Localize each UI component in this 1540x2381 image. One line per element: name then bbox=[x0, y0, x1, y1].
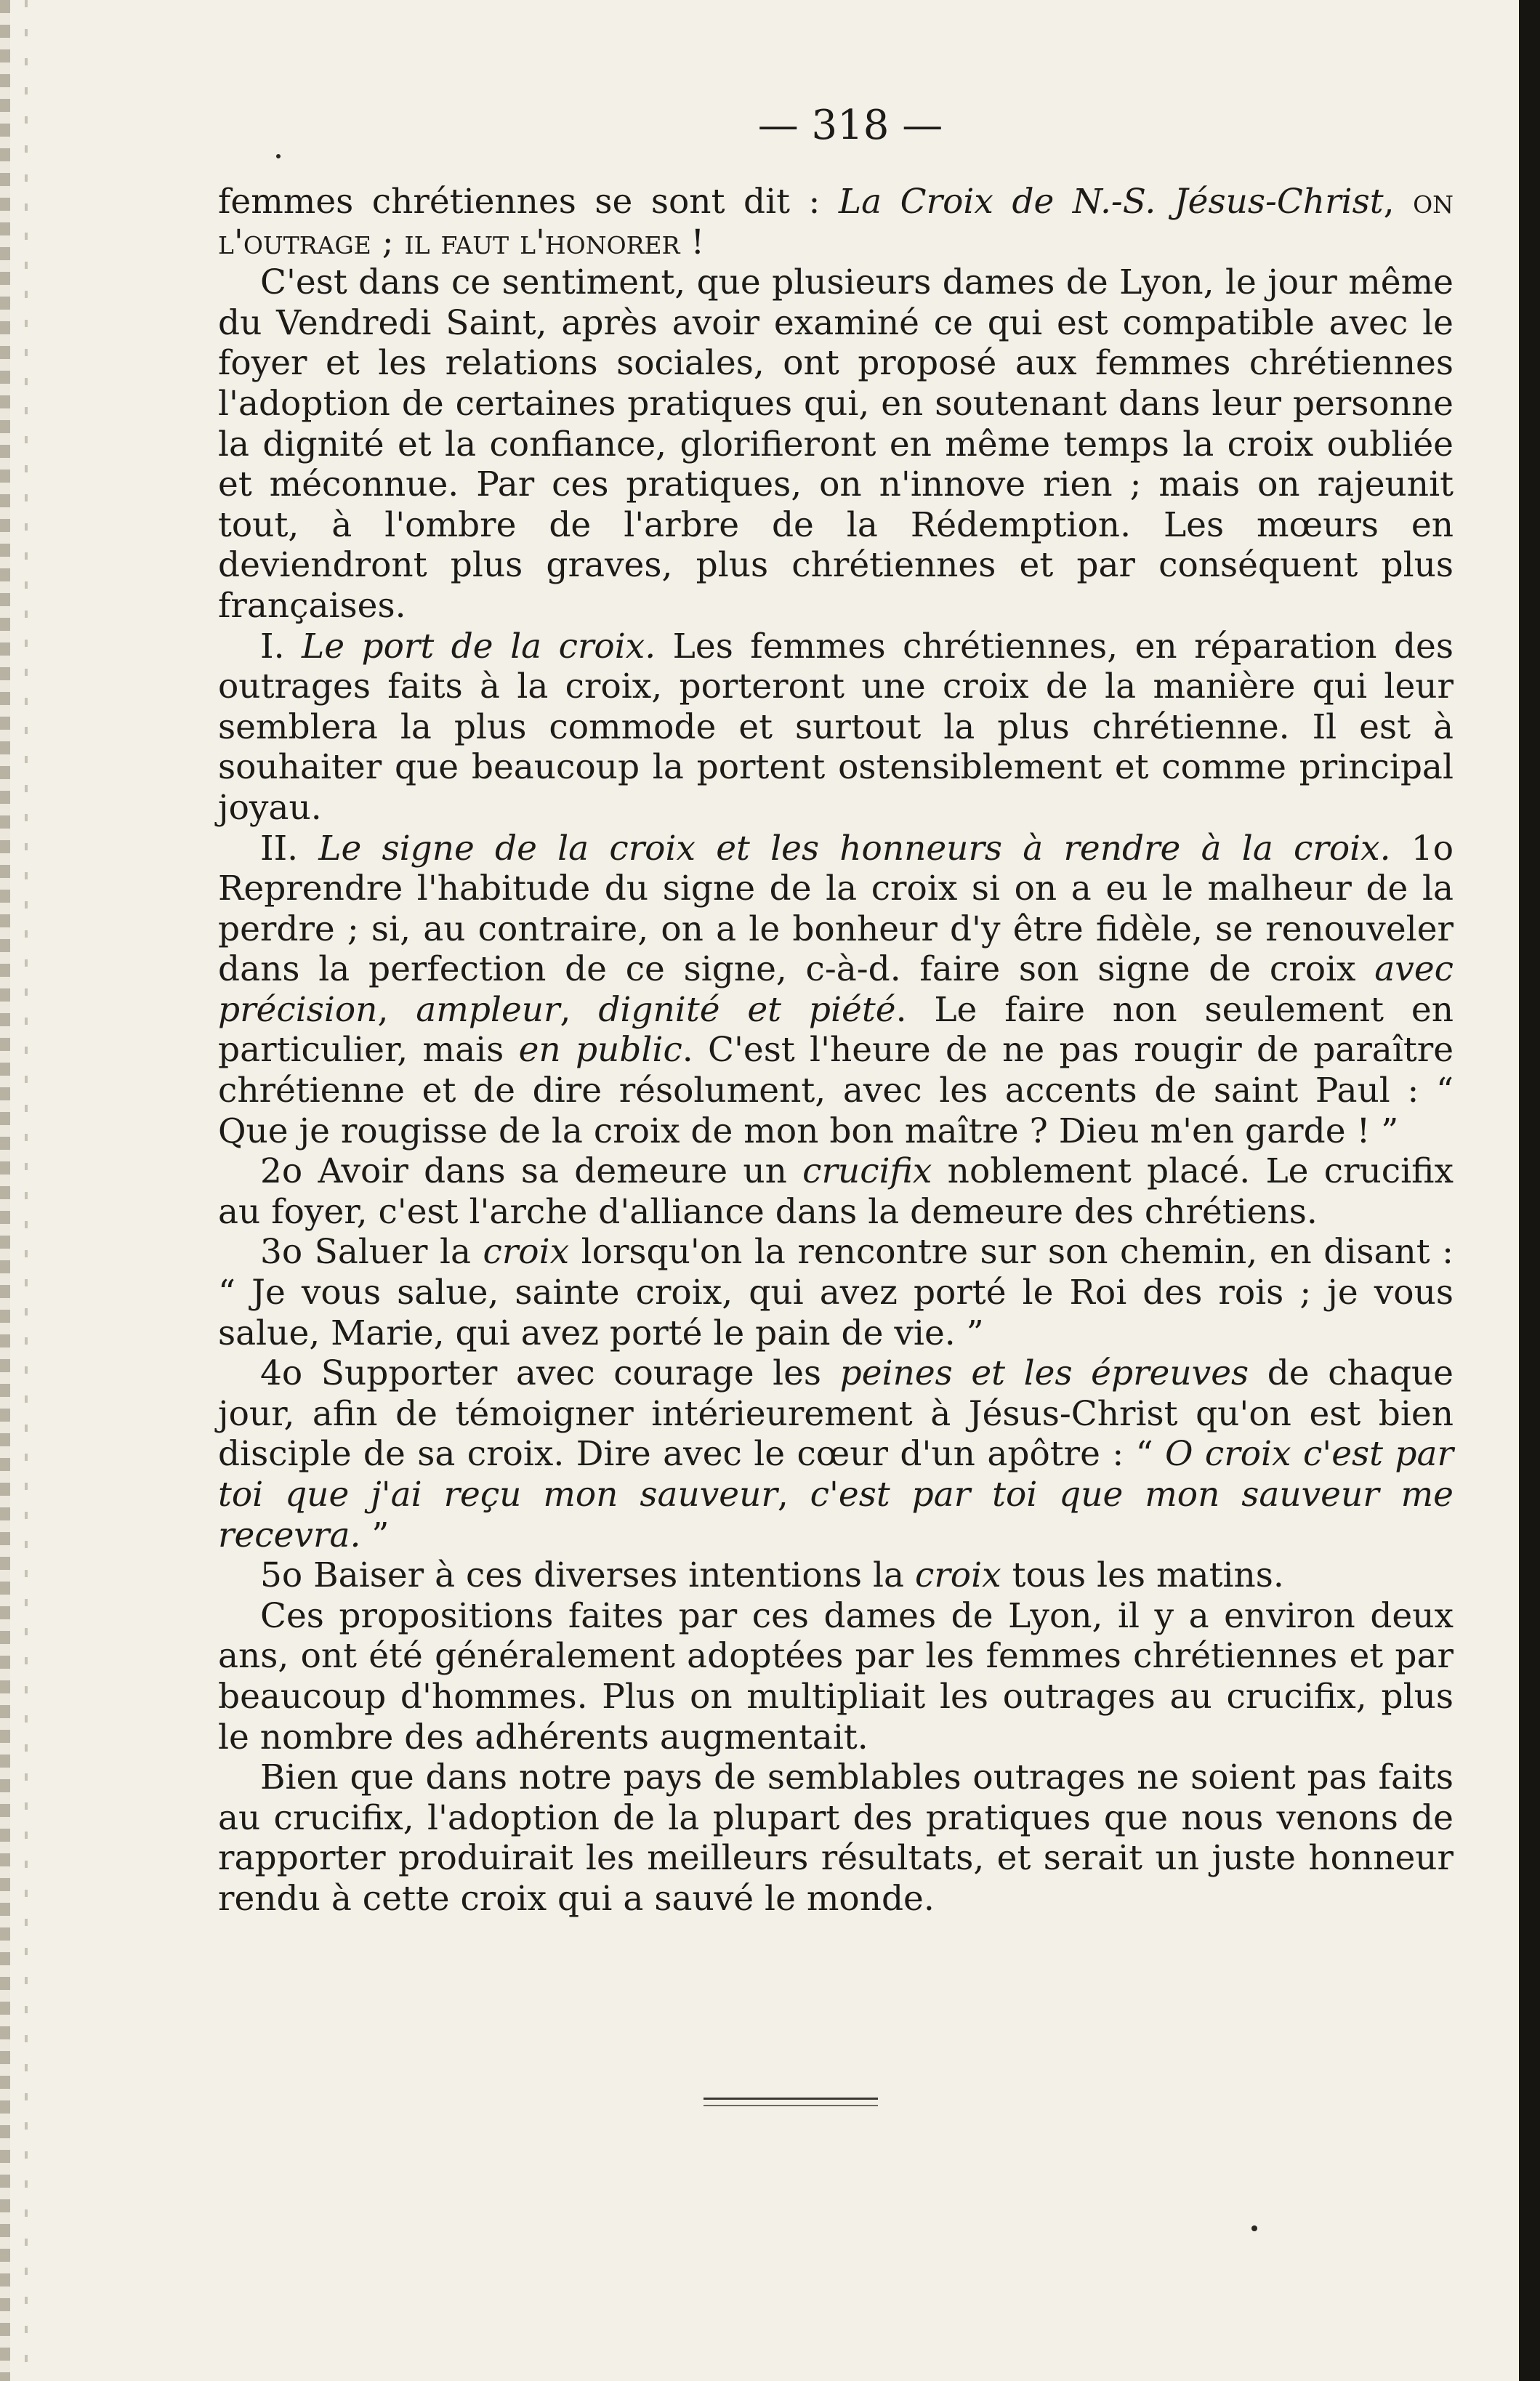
paragraph: Bien que dans notre pays de semblables outrages ne soient pas faits au crucifix, l'adoption de la plupart des pratiques que nous venons de rapporter produirait les meilleurs résultats, et serait un juste honneur rendu à cette croix qui a sauvé le monde. bbox=[218, 1757, 1454, 1919]
page-binding-shadow bbox=[25, 0, 28, 2381]
ink-speck bbox=[276, 154, 281, 158]
paragraph: 4o Supporter avec courage les peines et les épreuves de chaque jour, afin de témoigner intérieurement à Jésus-Christ qu'on est bien disciple de sa croix. Dire avec le cœur d'un apôtre : “ O croix c'est par toi que j'ai reçu mon sauveur, c'est par toi que mon sauveur me recevra. ” bbox=[218, 1353, 1454, 1555]
paragraph: II. Le signe de la croix et les honneurs à rendre à la croix. 1o Reprendre l'habitude du signe de la croix si on a eu le malheur de la perdre ; si, au contraire, on a le bonheur d'y être fidèle, se renouveler dans la perfection de ce signe, c-à-d. faire son signe de croix avec précision, ampleur, dignité et piété. Le faire non seulement en particulier, mais en public. C'est l'heure de ne pas rougir de paraître chrétienne et de dire résolument, avec les accents de saint Paul : “ Que je rougisse de la croix de mon bon maître ? Dieu m'en garde ! ” bbox=[218, 828, 1454, 1151]
page-number: — 318 — bbox=[757, 102, 943, 149]
paragraph: 2o Avoir dans sa demeure un crucifix noblement placé. Le crucifix au foyer, c'est l'arche d'alliance dans la demeure des chrétiens. bbox=[218, 1151, 1454, 1232]
body-text bbox=[218, 182, 1454, 1919]
paragraph: I. Le port de la croix. Les femmes chrétiennes, en réparation des outrages faits à la croix, porteront une croix de la manière qui leur semblera la plus commode et surtout la plus chrétienne. Il est à souhaiter que beaucoup la portent ostensiblement et comme principal joyau. bbox=[218, 626, 1454, 828]
scan-border bbox=[1519, 0, 1540, 2381]
ink-speck bbox=[1251, 2225, 1257, 2231]
paragraph: Ces propositions faites par ces dames de Lyon, il y a environ deux ans, ont été généralement adoptées par les femmes chrétiennes et par beaucoup d'hommes. Plus on multipliait les outrages au crucifix, plus le nombre des adhérents augmentait. bbox=[218, 1595, 1454, 1757]
paragraph: 5o Baiser à ces diverses intentions la croix tous les matins. bbox=[260, 1555, 1284, 1596]
page-binding-edge bbox=[0, 0, 10, 2381]
paragraph: femmes chrétiennes se sont dit : La Croix de N.-S. Jésus-Christ, on l'outrage ; il faut l'honorer ! bbox=[218, 182, 1454, 262]
end-rule-thin bbox=[704, 2105, 878, 2106]
end-rule bbox=[704, 2098, 878, 2100]
paragraph: C'est dans ce sentiment, que plusieurs dames de Lyon, le jour même du Vendredi Saint, après avoir examiné ce qui est compatible avec le foyer et les relations sociales, ont proposé aux femmes chrétiennes l'adoption de certaines pratiques qui, en soutenant dans leur personne la dignité et la confiance, glorifieront en même temps la croix oubliée et méconnue. Par ces pratiques, on n'innove rien ; mais on rajeunit tout, à l'ombre de l'arbre de la Rédemption. Les mœurs en deviendront plus graves, plus chrétiennes et par conséquent plus françaises. bbox=[218, 262, 1454, 626]
paragraph: 3o Saluer la croix lorsqu'on la rencontre sur son chemin, en disant : “ Je vous salue, sainte croix, qui avez porté le Roi des rois ; je vous salue, Marie, qui avez porté le pain de vie. ” bbox=[218, 1232, 1454, 1353]
